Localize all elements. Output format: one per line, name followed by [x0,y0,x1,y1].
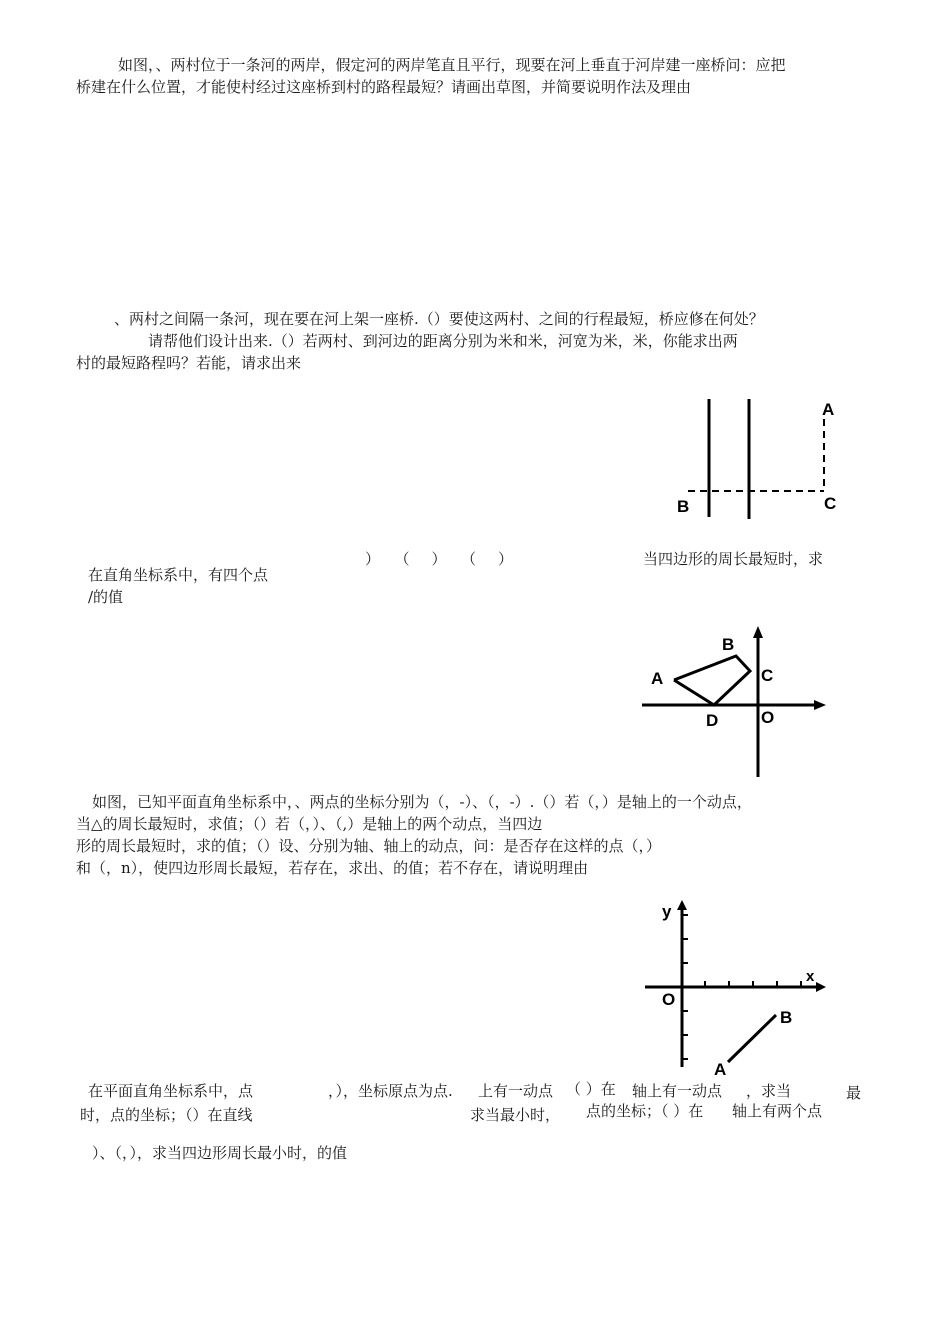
problem1-line2: 桥建在什么位置，才能使村经过这座桥到村的路程最短？请画出草图，并简要说明作法及理由 [76,78,692,96]
problem5-line3: ）、（，），求当四边形周长最小时，的值 [92,1144,348,1162]
problem3-line2: /的值 [88,588,124,606]
label-o: O [761,708,775,727]
problem4-line1: 如图，已知平面直角坐标系中，、两点的坐标分别为（，-）、（，-）.（）若（，）是轴上的一个动点， [92,793,752,811]
label-y: y [662,902,672,921]
label-d: D [706,711,719,730]
label-c: C [824,494,837,513]
label-o: O [662,990,676,1009]
x-axis-arrow [816,982,826,992]
x-axis-arrow [814,700,826,710]
problem5-line1e: 轴上有一动点 [632,1082,723,1100]
problem5-line2c: 点的坐标；（ ）在 [586,1102,704,1120]
problem5-line1b: ，），坐标原点为点. [328,1082,453,1100]
label-a: A [651,669,664,688]
label-c: C [761,666,774,685]
label-a: A [714,1060,727,1079]
label-b: B [780,1008,793,1027]
quadrilateral-figure [640,623,830,783]
problem4-line4: 和（，n），使四边形周长最短，若存在，求出、的值；若不存在，请说明理由 [76,859,589,877]
problem5-line1f: ，求当 [746,1082,792,1100]
problem2-line1: 、两村之间隔一条河，现在要在河上架一座桥.（）要使这两村、之间的行程最短，桥应修在何处？ [114,310,764,328]
problem4-line2: 当△的周长最短时，求值；（）若（，）、（,）是轴上的两个动点，当四边 [76,815,543,833]
coordinate-figure [640,895,835,1080]
segment-ab [728,1015,776,1062]
problem3-clipped-right: 当四边形的周长最短时，求 [643,550,824,568]
problem5-line1a: 在平面直角坐标系中，点 [88,1082,254,1100]
problem5-line2b: 求当最小时， [470,1106,561,1124]
problem1-line1: 如图，、两村位于一条河的两岸，假定河的两岸笔直且平行，现要在河上垂直于河岸建一座桥问：应把 [118,56,786,74]
y-axis-arrow [677,900,687,910]
problem5-line1g: 最 [846,1084,862,1102]
problem3-clipped-left: ）（）（） [365,550,536,568]
problem5-line1c: 上有一动点 [478,1082,554,1100]
problem5-line2a: 时，点的坐标；（）在直线 [80,1106,253,1124]
problem2-line3: 村的最短路程吗？若能，请求出来 [76,354,302,372]
problem4-line3: 形的周长最短时，求的值；（）设、分别为轴、轴上的动点，问：是否存在这样的点（，） [76,837,662,855]
label-a: A [822,400,835,419]
problem2-line2: 请帮他们设计出来.（）若两村、到河边的距离分别为米和米，河宽为米，米，你能求出两 [148,332,738,350]
problem3-line1: 在直角坐标系中，有四个点 [88,566,269,584]
label-b: B [722,635,735,654]
label-x: x [806,968,815,985]
problem5-line2d: 轴上有两个点 [732,1102,823,1120]
y-axis-arrow [753,626,763,638]
problem5-line1d: （ ）在 [566,1080,616,1098]
label-b: B [677,497,690,516]
river-bridge-figure [672,395,847,525]
quadrilateral [674,656,750,705]
